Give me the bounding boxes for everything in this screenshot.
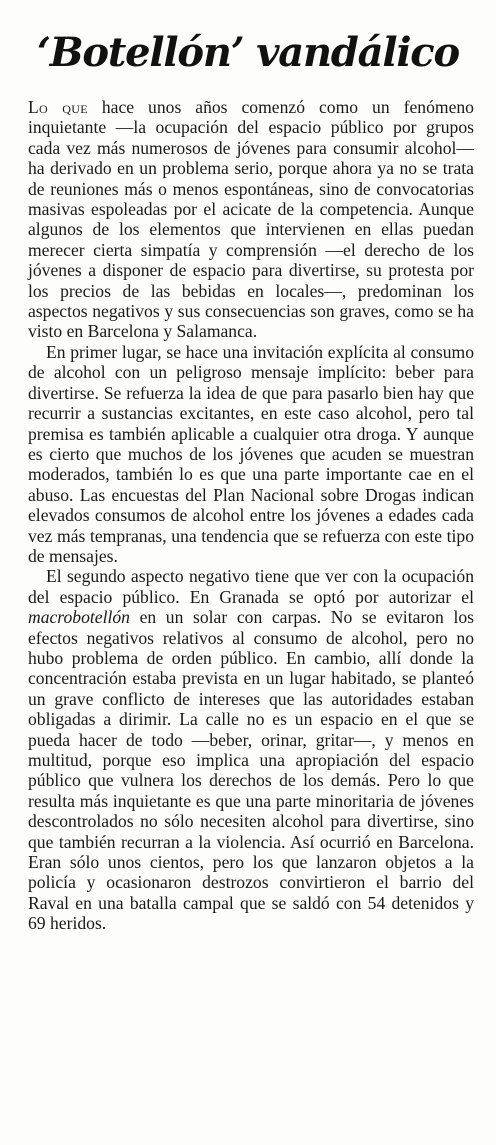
- paragraph-2: En primer lugar, se hace una invitación explícita al consumo de alcohol con un peligroso mensaje implícito: beber para divertirse. Se refuerza la idea de que para pasarlo bien hay que recurrir a sustancias excitantes, en este caso alcohol, pero tal premisa es también aplicable a cualquier otra droga. Y aunque es cierto que muchos de los jóvenes que acuden se muestran moderados, también lo es que una parte importante cae en el abuso. Las encuestas del Plan Nacional sobre Drogas indican elevados consumos de alcohol entre los jóvenes a edades cada vez más tempranas, una tendencia que se refuerza con este tipo de mensajes.: [28, 341, 474, 566]
- italic-term: macrobotellón: [28, 607, 130, 628]
- paragraph-1-text: hace unos años comenzó como un fenómeno inquietante —la ocupación del espacio público por grupos cada vez más numerosos de jóvenes para consumir alcohol— ha derivado en un problema serio, porque ahora ya no se trata de reuniones más o menos espontáneas, sino de convocatorias masivas espoleadas por el acicate de la competencia. Aunque algunos de los elementos que intervienen en ellas puedan merecer cierta simpatía y comprensión —el derecho de los jóvenes a disponer de espacio para divertirse, su protesta por los precios de las bebidas en locales—, predominan los aspectos negativos y sus consecuencias son graves, como se ha visto en Barcelona y Salamanca.: [28, 97, 474, 342]
- paragraph-3: [28, 566, 474, 933]
- lead-in: Lo que: [28, 97, 88, 117]
- article-body: [28, 97, 474, 934]
- paragraph-1: [28, 97, 474, 342]
- paragraph-3-text-before: El segundo aspecto negativo tiene que ver con la ocupación del espacio público. En Granada se optó por autorizar el: [28, 566, 474, 607]
- paragraph-3-text-after: en un solar con carpas. No se evitaron los efectos negativos relativos al consumo de alcohol, pero no hubo problema de orden público. En cambio, allí donde la concentración estaba prevista en un lugar habitado, se planteó un grave conflicto de intereses que las autoridades estaban obligadas a dirimir. La calle no es un espacio en el que se pueda hacer de todo —beber, orinar, gritar—, y menos en multitud, porque eso implica una apropiación del espacio público que vulnera los derechos de los demás. Pero lo que resulta más inquietante es que una parte minoritaria de jóvenes descontrolados no sólo necesiten alcohol para divertirse, sino que también recurran a la violencia. Así ocurrió en Barcelona. Eran sólo unos cientos, pero los que lanzaron objetos a la policía y ocasionaron destrozos convirtieron el barrio del Raval en una batalla campal que se saldó con 54 detenidos y 69 heridos.: [28, 607, 474, 934]
- headline: ‘Botellón’ vandálico: [37, 29, 459, 76]
